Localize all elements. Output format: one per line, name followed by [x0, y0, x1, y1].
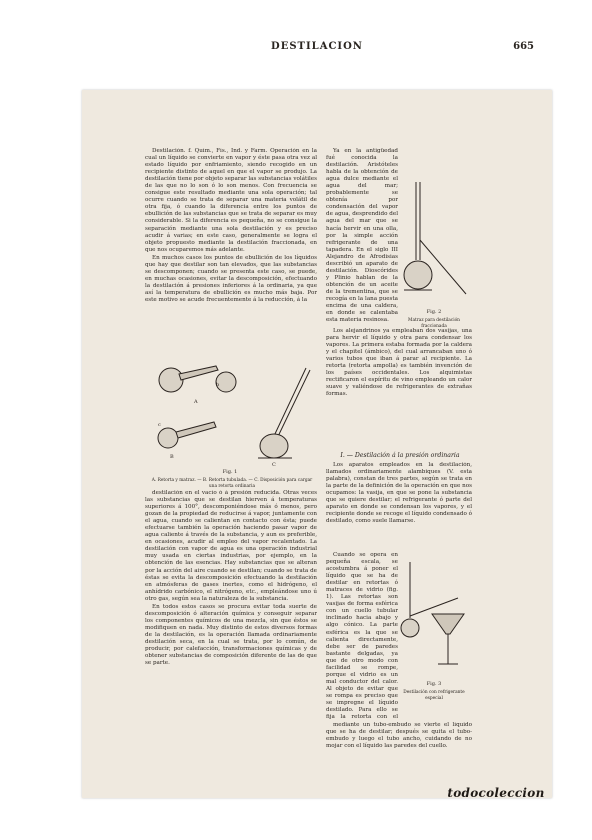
figure-2-caption: Matraz para destilación fraccionada: [408, 318, 460, 329]
fig1-letter-b: B: [170, 454, 174, 460]
paragraph: mediante un tubo-embudo se vierte el líquido que se ha de destilar; después se quita el tubo-embudo y luego el tubo ancho, cuidando de no mojar con el líquido las paredes del cuello.: [326, 722, 472, 750]
figure-2-label: Fig. 2: [426, 309, 442, 315]
figure-1-retorts: [146, 358, 316, 468]
figure-1-label: Fig. 1: [222, 469, 238, 475]
column-right-low: [326, 462, 472, 548]
paragraph: Cuando se opera en pequeña escala, se acostumbra á poner el líquido que se ha de destilar en retortas ó matraces de vidrio (fig. 1). Las retortas son vasijas de forma esférica con un cuello tubular inclinado hacia abajo y algo cónico. La parte esférica es la que se calienta directamente, debe ser de paredes bastante delgadas, ya que de otro modo con facilidad se rompe, porque el vidrio es un mal conductor del calor. Al objeto de evitar que se rompa es preciso que se impregne el líquido destilado. Para ello se fija la retorta con el: [326, 552, 398, 720]
page-number: 665: [513, 41, 534, 52]
figure-3-special-condenser: [398, 560, 470, 678]
paragraph: En muchos casos los puntos de ebullición de los líquidos que hay que destilar son tan elevados, que las substancias se descomponen; cuando se presenta este caso, se puede, en muchas ocasiones, evitar la descomposición, efectuando la destilación á presiones inferiores á la ordinaria, ya que así la temperatura de ebullición es mucho más baja. Por este motivo se acude frecuentemente á la reducción, á la: [145, 254, 317, 303]
paragraph: Los alejandrinos ya empleaban dos vasijas, una para hervir el líquido y otra para condensar los vapores. La primera estaba formada por la caldera y el chapitel (ámbico), del cual arrancaban uno ó varios tubos que iban á parar al recipiente. La retorta (retorta ampolla) es también invención de los países occidentales. Los alquimistas rectificaron el espíritu de vino empleando un calor suave y valiéndose de refrigerantes de extrañas formas.: [326, 328, 472, 398]
section-heading: I. — Destilación á la presión ordinaria: [340, 452, 460, 459]
paragraph: Destilación. f. Quím., Fís., Ind. y Farm. Operación en la cual un líquido se convierte en vapor y éste pasa otra vez al estado líquido por enfriamiento, siendo recogido en un recipiente distinto de aquel en que el vapor se produjo. La destilación tiene por objeto separar las substancias volátiles de las que no lo son ó lo son menos. Con frecuencia se consigue este resultado mediante una sola operación; tal ocurre cuando se trata de separar una materia volátil de otra fija, ó cuando la diferencia entre los puntos de ebullición de las substancias que se trata de separar es muy considerable. Si la diferencia es pequeña, no se consigue la separación mediante una sola destilación y es preciso acudir á varias; en este caso, generalmente se logra el objeto propuesto mediante la destilación fraccionada, en que nos ocuparemos más adelante.: [145, 148, 317, 253]
figure-2-fractional-flask: [398, 180, 470, 310]
paragraph: Los aparatos empleados en la destilación, llamados ordinariamente alambiques (V. esta palabra), constan de tres partes, según se trata en la parte de la definición de la operación en que nos ocupamos: la vasija, en que se pone la substancia que se quiere destilar; el refrigerante ó parte del aparato en donde se condensan los vapores, y el recipiente donde se recoge el líquido condensado ó destilado, como suele llamarse.: [326, 462, 472, 525]
paragraph: En todos estos casos se procura evitar toda suerte de descomposición ó alteración química y conseguir separar los componentes químicos de una mezcla, sin que éstos se modifiquen en nada. Muy distinto de estos diversos formas de la destilación, es la operación llamada ordinariamente destilación seca, en la cual se trata, por lo común, de producir, por calefacción, transformaciones químicas y de obtener substancias de composición diferente de las de que se parte.: [145, 603, 317, 667]
column-right-narrow: [326, 552, 398, 720]
column-right-bottom: [326, 722, 472, 790]
column-left-bottom: [145, 490, 317, 790]
fig1-letter-c: C: [272, 462, 276, 468]
paragraph: Ya en la antigüedad fué conocida la destilación. Aristóteles habla de la obtención de agua dulce mediante el agua del mar; probablemente se obtenía por condensación del vapor de agua, desprendido del agua del mar que se hacía hervir en una olla, por la simple acción refrigerante de una tapadera. En el siglo III Alejandro de Afrodisias describió un aparato de destilación. Dioscórides y Plinio hablan de la obtención de un aceite de la trementina, que se recogía en la lana puesta encima de una caldera, en donde se calentaba esta materia resinosa.: [326, 148, 398, 324]
column-right-mid: [326, 328, 472, 450]
watermark-logo: [446, 782, 546, 804]
figure-3-caption: Destilación con refrigerante especial: [403, 690, 465, 701]
paragraph: destilación en el vacío ó á presión reducida. Otras veces las substancias que se destilan hierven á temperaturas superiores á 100°, descomponiéndose más ó menos, pero gozan de la propiedad de reducirse á vapor, juntamente con el agua, cuando se calientan en contacto con ésta; puede efectuarse también la operación haciendo pasar vapor de agua caliente á través de la substancia, y aun es preferible, en ocasiones, acudir al empleo del vapor recalentado. La destilación con vapor de agua es una operación industrial muy usada en ciertas industrias, por ejemplo, en la obtención de las esencias. Hay substancias que se alteran por la acción del aire cuando se destilan; cuando se trata de éstas se evita la descomposición efectuando la destilación en atmósferas de gases inertes, como el hidrógeno, el anhídrido carbónico, el nitrógeno, etc., empleándose uno ú otro gas, según sea la naturaleza de la substancia.: [145, 490, 317, 602]
fig1-letter-c-small: c: [158, 422, 161, 428]
figure-3-label: Fig. 3: [426, 681, 442, 687]
fig1-letter-a: A: [194, 399, 198, 405]
fig1-letter-b-small: b: [216, 382, 220, 388]
figure-1-caption: A. Retorta y matraz. — B. Retorta tubulada. — C. Disposición para cargar una retorta ordinaria: [151, 478, 313, 489]
page-title: DESTILACION: [271, 41, 363, 52]
watermark-logo-text: todocoleccion: [447, 786, 545, 800]
